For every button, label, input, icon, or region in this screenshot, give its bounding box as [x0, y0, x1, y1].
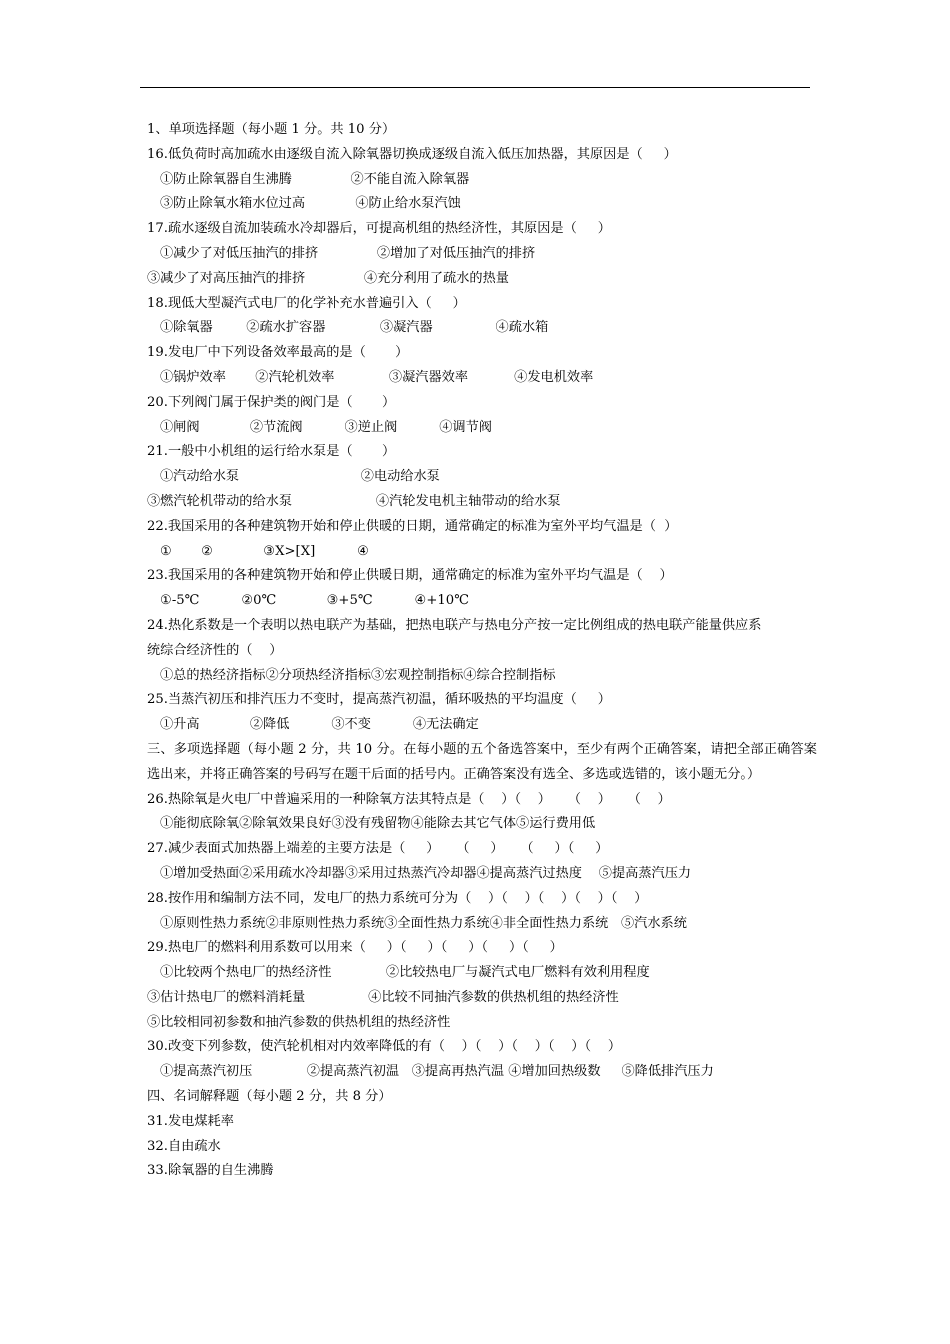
question-17-options-a: ①减少了对低压抽汽的排挤 ②增加了对低压抽汽的排挤 — [160, 245, 536, 261]
document-body — [147, 118, 817, 1184]
question-18-options: ①除氧器 ②疏水扩容器 ③凝汽器 ④疏水箱 — [160, 320, 549, 336]
section-title-single-choice: 1、单项选择题（每小题 1 分。共 10 分） — [147, 122, 396, 137]
question-26: 26.热除氧是火电厂中普遍采用的一种除氧方法其特点是（ ）（ ） （ ） （ ） — [147, 791, 671, 807]
question-24-line-1: 24.热化系数是一个表明以热电联产为基础，把热电联产与热电分产按一定比例组成的热电联产能量供应系 — [147, 617, 762, 633]
question-33: 33.除氧器的自生沸腾 — [147, 1163, 274, 1179]
question-24-options: ①总的热经济指标②分项热经济指标③宏观控制指标④综合控制指标 — [160, 667, 556, 683]
question-16: 16.低负荷时高加疏水由逐级自流入除氧器切换成逐级自流入低压加热器，其原因是（ ） — [147, 146, 677, 162]
question-19-options: ①锅炉效率 ②汽轮机效率 ③凝汽器效率 ④发电机效率 — [160, 369, 594, 385]
question-29-options-a: ①比较两个热电厂的热经济性 ②比较热电厂与凝汽式电厂燃料有效利用程度 — [160, 965, 650, 981]
question-22-options: ① ② ③X>[X] ④ — [160, 543, 369, 559]
question-27-options: ①增加受热面②采用疏水冷却器③采用过热蒸汽冷却器④提高蒸汽过热度 ⑤提高蒸汽压力 — [160, 865, 692, 881]
question-17: 17.疏水逐级自流加装疏水冷却器后，可提高机组的热经济性，其原因是（ ） — [147, 221, 611, 237]
question-31: 31.发电煤耗率 — [147, 1113, 234, 1129]
header-rule — [140, 87, 810, 88]
question-30: 30.改变下列参数，使汽轮机相对内效率降低的有（ ）（ ）（ ）（ ）（ ） — [147, 1039, 622, 1055]
section-title-terms: 四、名词解释题（每小题 2 分，共 8 分） — [147, 1089, 392, 1105]
question-27: 27.减少表面式加热器上端差的主要方法是（ ） （ ） （ ）（ ） — [147, 841, 609, 857]
question-25-options: ①升高 ②降低 ③不变 ④无法确定 — [160, 717, 479, 733]
question-16-options-a: ①防止除氧器自生沸腾 ②不能自流入除氧器 — [160, 171, 470, 187]
question-21-options-b: ③燃汽轮机带动的给水泵 ④汽轮发电机主轴带动的给水泵 — [147, 493, 561, 509]
question-17-options-b: ③减少了对高压抽汽的排挤 ④充分利用了疏水的热量 — [147, 270, 509, 286]
question-29-options-c: ⑤比较相同初参数和抽汽参数的供热机组的热经济性 — [147, 1014, 451, 1030]
question-25: 25.当蒸汽初压和排汽压力不变时，提高蒸汽初温，循环吸热的平均温度（ ） — [147, 692, 611, 708]
question-16-options-b: ③防止除氧水箱水位过高 ④防止给水泵汽蚀 — [160, 196, 461, 212]
question-29-options-b: ③估计热电厂的燃料消耗量 ④比较不同抽汽参数的供热机组的热经济性 — [147, 989, 619, 1005]
question-20: 20.下列阀门属于保护类的阀门是（ ） — [147, 394, 396, 410]
question-18: 18.现低大型凝汽式电厂的化学补充水普遍引入（ ） — [147, 295, 466, 311]
question-32: 32.自由疏水 — [147, 1138, 221, 1154]
question-22: 22.我国采用的各种建筑物开始和停止供暖的日期，通常确定的标准为室外平均气温是（ ） — [147, 518, 678, 534]
question-24-line-2: 统综合经济性的（ ） — [147, 642, 283, 658]
section-title-multiple-choice: 三、多项选择题（每小题 2 分，共 10 分。在每小题的五个备选答案中，至少有两个正确答案，请把全部正确答案选出来，并将正确答案的号码写在题干后面的括号内。正确答案没有选全、多选或选错的，该小题无分。） — [147, 741, 817, 782]
question-21: 21.一般中小机组的运行给水泵是（ ） — [147, 444, 396, 460]
question-21-options-a: ①汽动给水泵 ②电动给水泵 — [160, 469, 440, 485]
question-23-options: ①-5℃ ②0℃ ③+5℃ ④+10℃ — [160, 593, 469, 609]
question-19: 19.发电厂中下列设备效率最高的是（ ） — [147, 345, 409, 361]
question-28: 28.按作用和编制方法不同，发电厂的热力系统可分为（ ）（ ）（ ）（ ）（ ） — [147, 890, 648, 906]
question-20-options: ①闸阀 ②节流阀 ③逆止阀 ④调节阀 — [160, 419, 492, 435]
question-23: 23.我国采用的各种建筑物开始和停止供暖日期，通常确定的标准为室外平均气温是（ ） — [147, 568, 673, 584]
question-28-options: ①原则性热力系统②非原则性热力系统③全面性热力系统④非全面性热力系统 ⑤汽水系统 — [160, 915, 687, 931]
question-29: 29.热电厂的燃料利用系数可以用来（ ）（ ）（ ）（ ）（ ） — [147, 940, 563, 956]
question-30-options: ①提高蒸汽初压 ②提高蒸汽初温 ③提高再热汽温 ④增加回热级数 ⑤降低排汽压力 — [160, 1064, 714, 1080]
question-26-options: ①能彻底除氧②除氧效果良好③没有残留物④能除去其它气体⑤运行费用低 — [160, 816, 596, 832]
